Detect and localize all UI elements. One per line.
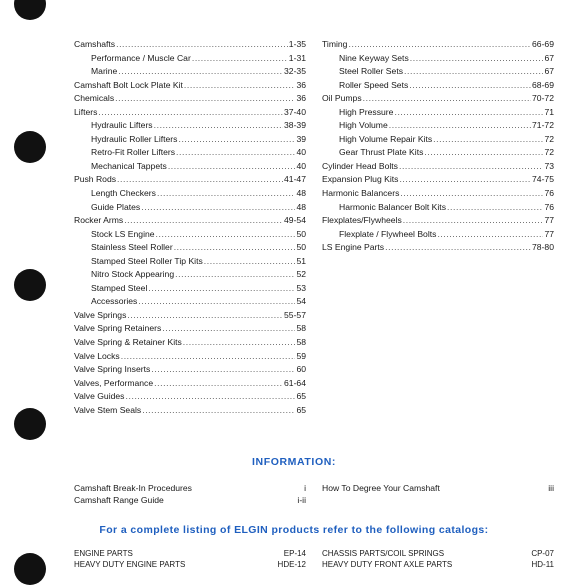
toc-entry-page: 65 [296, 391, 306, 402]
toc-entry-label: Expansion Plug Kits [322, 174, 399, 185]
binder-hole [14, 131, 46, 163]
toc-entry-page: 71-72 [532, 120, 554, 131]
toc-entry-page: 65 [296, 404, 306, 415]
binder-hole [14, 408, 46, 440]
toc-entry-label: Lifters [74, 106, 98, 117]
toc-entry [74, 309, 306, 323]
toc-entry-page: 32-35 [284, 66, 306, 77]
information-label: Camshaft Break-In Procedures [74, 483, 192, 493]
toc-entry-page: 41-47 [284, 174, 306, 185]
toc-entry [322, 79, 554, 93]
dot-leader [175, 268, 295, 282]
toc-entry-label: Chemicals [74, 93, 115, 104]
toc-entry [74, 255, 306, 269]
toc-entry-label: Nitro Stock Appearing [91, 269, 175, 280]
toc-entry-page: 48 [296, 201, 306, 212]
toc-entry [74, 38, 306, 52]
toc-entry-page: 58 [296, 323, 306, 334]
toc-entry-label: Cylinder Head Bolts [322, 160, 398, 171]
dot-leader [121, 350, 296, 364]
dot-leader [192, 52, 288, 66]
toc-entry [322, 92, 554, 106]
catalog-code: EP-14 [283, 549, 306, 558]
toc-entry [74, 377, 306, 391]
toc-entry [74, 241, 306, 255]
dot-leader [204, 255, 296, 269]
toc-entry-label: Flexplates/Flywheels [322, 215, 402, 226]
dot-leader [141, 201, 295, 215]
catalog-label: ENGINE PARTS [74, 549, 133, 558]
toc-entry-label: Flexplate / Flywheel Bolts [339, 228, 437, 239]
catalog-label: CHASSIS PARTS/COIL SPRINGS [322, 549, 445, 558]
dot-leader [394, 106, 543, 120]
toc-entry [74, 363, 306, 377]
toc-entry [322, 173, 554, 187]
toc-entry-page: 76 [544, 201, 554, 212]
dot-leader [399, 160, 543, 174]
information-left-column [74, 482, 306, 506]
toc-entry [322, 160, 554, 174]
toc-entry-label: Stock LS Engine [91, 228, 155, 239]
toc-entry-page: 74-75 [532, 174, 554, 185]
toc-entry [322, 146, 554, 160]
information-page: i [304, 483, 306, 493]
toc-entry-label: Retro-Fit Roller Lifters [91, 147, 176, 158]
catalog-code: HDE-12 [277, 560, 306, 569]
information-entry [74, 482, 306, 494]
toc-entry-page: 67 [544, 52, 554, 63]
catalogs-right-column [322, 548, 554, 570]
catalog-entry [74, 559, 306, 570]
dot-leader [156, 228, 296, 242]
toc-entry [74, 350, 306, 364]
toc-entry [322, 119, 554, 133]
dot-leader [162, 322, 295, 336]
toc-entry-label: Performance / Muscle Car [91, 52, 191, 63]
toc-entry [74, 295, 306, 309]
toc-entry [74, 146, 306, 160]
toc-entry [74, 187, 306, 201]
toc-entry-label: Accessories [91, 296, 138, 307]
dot-leader [168, 160, 296, 174]
toc-entry-label: High Pressure [339, 106, 394, 117]
toc-left-column [74, 38, 306, 417]
toc-entry-label: Harmonic Balancers [322, 188, 400, 199]
catalog-code: CP-07 [531, 549, 554, 558]
dot-leader [447, 201, 543, 215]
toc-entry-page: 61-64 [284, 377, 306, 388]
toc-entry [74, 228, 306, 242]
toc-entry-label: Valve Springs [74, 309, 127, 320]
toc-entry-label: Push Rods [74, 174, 117, 185]
toc-entry-page: 38-39 [284, 120, 306, 131]
toc-entry-label: Mechanical Tappets [91, 160, 167, 171]
toc-entry-page: 36 [296, 79, 306, 90]
toc-entry-label: Oil Pumps [322, 93, 362, 104]
toc-entry-label: LS Engine Parts [322, 242, 385, 253]
dot-leader [424, 146, 543, 160]
toc-entry-label: High Volume [339, 120, 388, 131]
toc-entry-label: Camshaft Bolt Lock Plate Kit [74, 79, 183, 90]
binder-hole [14, 269, 46, 301]
dot-leader [403, 214, 544, 228]
dot-leader [389, 119, 531, 133]
toc-entry-page: 59 [296, 350, 306, 361]
toc-entry-label: Valve Spring Retainers [74, 323, 162, 334]
catalog-entry [322, 548, 554, 559]
toc-entry [74, 65, 306, 79]
toc-entry [322, 214, 554, 228]
toc-entry-label: Camshafts [74, 39, 116, 49]
toc-entry-label: High Volume Repair Kits [339, 133, 433, 144]
catalog-code: HD-11 [531, 560, 554, 569]
toc-entry-page: 49-54 [284, 215, 306, 226]
toc-entry-label: Gear Thrust Plate Kits [339, 147, 424, 158]
toc-entry-page: 55-57 [284, 309, 306, 320]
toc-entry [74, 201, 306, 215]
toc-entry-page: 52 [296, 269, 306, 280]
toc-entry-label: Guide Plates [91, 201, 141, 212]
toc-entry [74, 404, 306, 418]
toc-entry [74, 106, 306, 120]
dot-leader [176, 146, 295, 160]
dot-leader [154, 119, 283, 133]
dot-leader [178, 133, 295, 147]
toc-entry-label: Length Checkers [91, 188, 156, 199]
toc-entry-label: Steel Roller Sets [339, 66, 404, 77]
toc-entry-page: 36 [296, 93, 306, 104]
toc-entry-label: Hydraulic Lifters [91, 120, 153, 131]
catalog-entry [74, 548, 306, 559]
toc-entry-page: 50 [296, 242, 306, 253]
toc-entry [74, 92, 306, 106]
dot-leader [385, 241, 531, 255]
toc-entry-label: Roller Speed Sets [339, 79, 409, 90]
toc-entry [74, 52, 306, 66]
toc-entry-label: Nine Keyway Sets [339, 52, 409, 63]
toc-entry-label: Harmonic Balancer Bolt Kits [339, 201, 446, 212]
toc-entry-page: 60 [296, 364, 306, 375]
dot-leader [124, 214, 283, 228]
toc-entry [74, 214, 306, 228]
catalog-label: HEAVY DUTY ENGINE PARTS [74, 560, 186, 569]
dot-leader [154, 377, 283, 391]
toc-entry [322, 187, 554, 201]
dot-leader [410, 52, 544, 66]
toc-entry-page: 77 [544, 215, 554, 226]
dot-leader [116, 38, 288, 52]
catalog-entry [322, 559, 554, 570]
dot-leader [409, 79, 531, 93]
toc-entry [74, 282, 306, 296]
information-entry [74, 494, 306, 506]
toc-entry-label: Hydraulic Roller Lifters [91, 133, 178, 144]
toc-entry-page: 48 [296, 188, 306, 199]
dot-leader [118, 65, 283, 79]
toc-right-column [322, 38, 554, 255]
toc-entry-page: 78-80 [532, 242, 554, 253]
toc-entry-page: 76 [544, 188, 554, 199]
toc-entry-page: 1-31 [288, 52, 306, 63]
toc-entry-page: 40 [296, 160, 306, 171]
toc-entry [74, 133, 306, 147]
dot-leader [404, 65, 543, 79]
toc-entry-page: 73 [544, 160, 554, 171]
toc-entry-page: 54 [296, 296, 306, 307]
dot-leader [115, 92, 295, 106]
toc-entry-page: 71 [544, 106, 554, 117]
toc-entry-label: Valve Guides [74, 391, 125, 402]
toc-entry-label: Valves, Performance [74, 377, 154, 388]
information-page: i-ii [297, 495, 306, 505]
dot-leader [399, 173, 531, 187]
toc-entry-page: 39 [296, 133, 306, 144]
toc-entry [74, 322, 306, 336]
toc-entry [322, 38, 554, 52]
toc-entry-page: 37-40 [284, 106, 306, 117]
toc-entry-page: 70-72 [532, 93, 554, 104]
toc-entry [74, 390, 306, 404]
toc-entry [74, 160, 306, 174]
information-page: iii [548, 483, 554, 493]
toc-entry [322, 133, 554, 147]
dot-leader [117, 173, 283, 187]
toc-entry [74, 173, 306, 187]
toc-entry-page: 67 [544, 66, 554, 77]
toc-entry-label: Timing [322, 39, 348, 49]
dot-leader [174, 241, 296, 255]
toc-entry-page: 50 [296, 228, 306, 239]
toc-entry-label: Rocker Arms [74, 215, 124, 226]
toc-entry-page: 1-35 [288, 39, 306, 49]
dot-leader [127, 309, 283, 323]
binder-hole [14, 0, 46, 20]
dot-leader [348, 38, 531, 52]
dot-leader [98, 106, 283, 120]
toc-entry-page: 58 [296, 337, 306, 348]
toc-entry-page: 72 [544, 133, 554, 144]
catalogs-left-column [74, 548, 306, 570]
toc-entry-label: Valve Locks [74, 350, 120, 361]
dot-leader [363, 92, 531, 106]
dot-leader [148, 282, 295, 296]
dot-leader [433, 133, 543, 147]
dot-leader [157, 187, 295, 201]
toc-entry [322, 228, 554, 242]
toc-entry [74, 119, 306, 133]
information-entry [322, 482, 554, 494]
toc-entry-page: 53 [296, 282, 306, 293]
binder-hole [14, 553, 46, 585]
dot-leader [138, 295, 295, 309]
toc-entry [322, 201, 554, 215]
dot-leader [125, 390, 295, 404]
catalogs-heading: For a complete listing of ELGIN products refer to the following catalogs: [99, 524, 489, 536]
toc-entry-label: Marine [91, 66, 118, 77]
toc-entry [74, 336, 306, 350]
dot-leader [184, 79, 296, 93]
toc-entry [322, 65, 554, 79]
toc-entry [74, 268, 306, 282]
information-label: Camshaft Range Guide [74, 495, 164, 505]
dot-leader [183, 336, 296, 350]
toc-entry-label: Stamped Steel [91, 282, 148, 293]
toc-entry [322, 241, 554, 255]
toc-entry-label: Stamped Steel Roller Tip Kits [91, 255, 203, 266]
toc-entry-label: Valve Spring & Retainer Kits [74, 337, 182, 348]
toc-entry-page: 72 [544, 147, 554, 158]
information-label: How To Degree Your Camshaft [322, 483, 440, 493]
toc-entry-label: Valve Spring Inserts [74, 364, 151, 375]
dot-leader [437, 228, 543, 242]
dot-leader [151, 363, 295, 377]
toc-entry-page: 68-69 [532, 79, 554, 90]
toc-entry-page: 77 [544, 228, 554, 239]
toc-entry-label: Stainless Steel Roller [91, 242, 173, 253]
dot-leader [400, 187, 543, 201]
dot-leader [142, 404, 295, 418]
information-right-column [322, 482, 554, 494]
toc-entry-page: 40 [296, 147, 306, 158]
toc-entry [74, 79, 306, 93]
toc-entry-page: 66-69 [532, 39, 554, 49]
information-heading: INFORMATION: [252, 456, 336, 468]
toc-entry-label: Valve Stem Seals [74, 404, 142, 415]
toc-entry [322, 106, 554, 120]
catalog-label: HEAVY DUTY FRONT AXLE PARTS [322, 560, 453, 569]
toc-entry-page: 51 [296, 255, 306, 266]
toc-entry [322, 52, 554, 66]
